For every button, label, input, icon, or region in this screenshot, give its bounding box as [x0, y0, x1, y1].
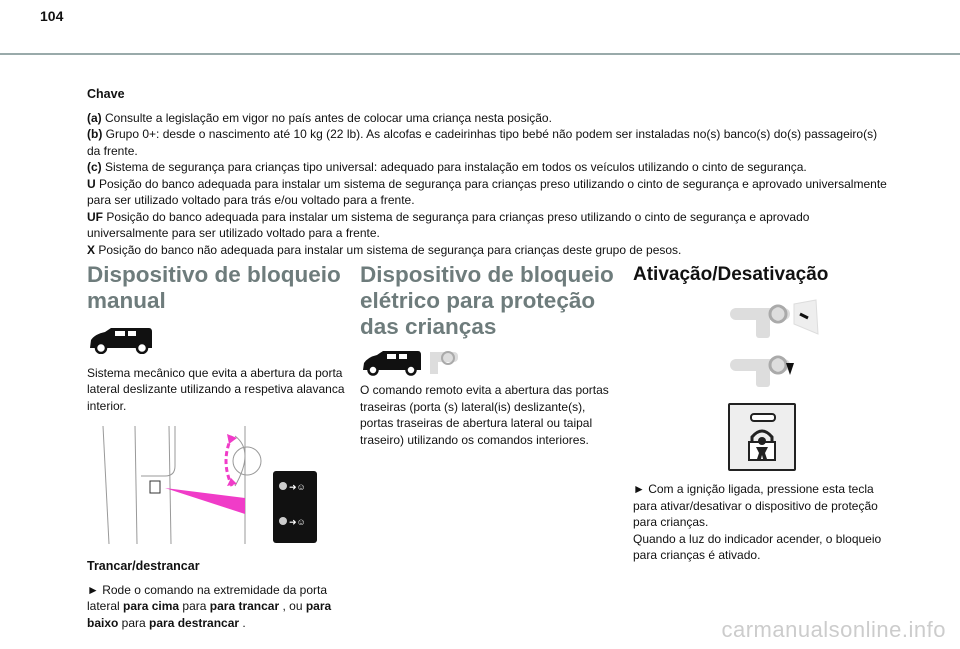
- child-lock-icon: [747, 427, 777, 461]
- manual-lock-description: Sistema mecânico que evita a abertura da porta lateral deslizante utilizando a respetiva alavanca interior.: [87, 365, 345, 413]
- van-icon: [87, 326, 153, 354]
- activation-section: [633, 262, 888, 564]
- key-item: (c) Sistema de segurança para crianças tipo universal: adequado para instalação em todos os veículos utilizando o cinto de segurança.: [87, 160, 807, 174]
- child-lock-lever-illustration: [95, 426, 335, 544]
- electric-lock-section: [360, 262, 615, 448]
- key-item: UF Posição do banco adequada para instalar um sistema de segurança para crianças preso utilizando o cinto de segurança e aprovado universalmente para ser utilizado voltado para a frente.: [87, 209, 810, 240]
- child-lock-button[interactable]: [728, 403, 796, 471]
- header-divider: [0, 53, 960, 55]
- svg-text:➜☺: ➜☺: [289, 482, 306, 492]
- svg-text:➜☺: ➜☺: [289, 517, 306, 527]
- key-item: X Posição do banco não adequada para instalar um sistema de segurança para crianças deste grupo de pesos.: [87, 242, 682, 257]
- lock-unlock-subtitle: Trancar/destrancar: [87, 559, 200, 573]
- dashboard-switch-icon: [728, 349, 828, 389]
- van-icon: [360, 350, 422, 376]
- key-item: (a) Consulte a legislação em vigor no país antes de colocar uma criança nesta posição.: [87, 110, 552, 125]
- activation-title: Ativação/Desativação: [633, 264, 829, 285]
- electric-lock-title: Dispositivo de bloqueio elétrico para proteção das crianças: [360, 262, 614, 339]
- key-item: U Posição do banco adequada para instalar um sistema de segurança para crianças preso utilizando o cinto de segurança e aprovado universalmente para ser utilizado voltado para trás e/ou voltado para a frente.: [87, 176, 887, 207]
- activation-step: ► Com a ignição ligada, pressione esta tecla para ativar/desativar o dispositivo de proteção para crianças.: [633, 482, 878, 529]
- indicator-light: [750, 413, 776, 422]
- electric-lock-description: O comando remoto evita a abertura das portas traseiras (porta (s) lateral(is) deslizante(s), portas traseiras de abertura lateral ou taipal traseiro) utilizando os comandos interiores.: [360, 383, 609, 447]
- dashboard-steering-wheel-icon: [428, 350, 460, 376]
- watermark: carmanualsonline.info: [721, 617, 946, 642]
- manual-lock-title: Dispositivo de bloqueio manual: [87, 262, 341, 313]
- page-number: 104: [40, 8, 64, 24]
- electric-lock-icons: [360, 350, 615, 376]
- manual-lock-section: [87, 262, 352, 631]
- lock-unlock-step: ► Rode o comando na extremidade da porta lateral para cima para para trancar , ou para baixo para para destrancar .: [87, 582, 332, 630]
- activation-note: Quando a luz do indicador acender, o bloqueio para crianças é ativado.: [633, 531, 882, 562]
- key-title: Chave: [87, 87, 125, 101]
- key-section: [87, 86, 887, 258]
- key-item: (b) Grupo 0+: desde o nascimento até 10 kg (22 lb). As alcofas e cadeirinhas tipo bebé não podem ser instaladas no(s) banco(s) do(s) passageiro(s) da frente.: [87, 127, 878, 158]
- dashboard-door-icon: [728, 296, 828, 341]
